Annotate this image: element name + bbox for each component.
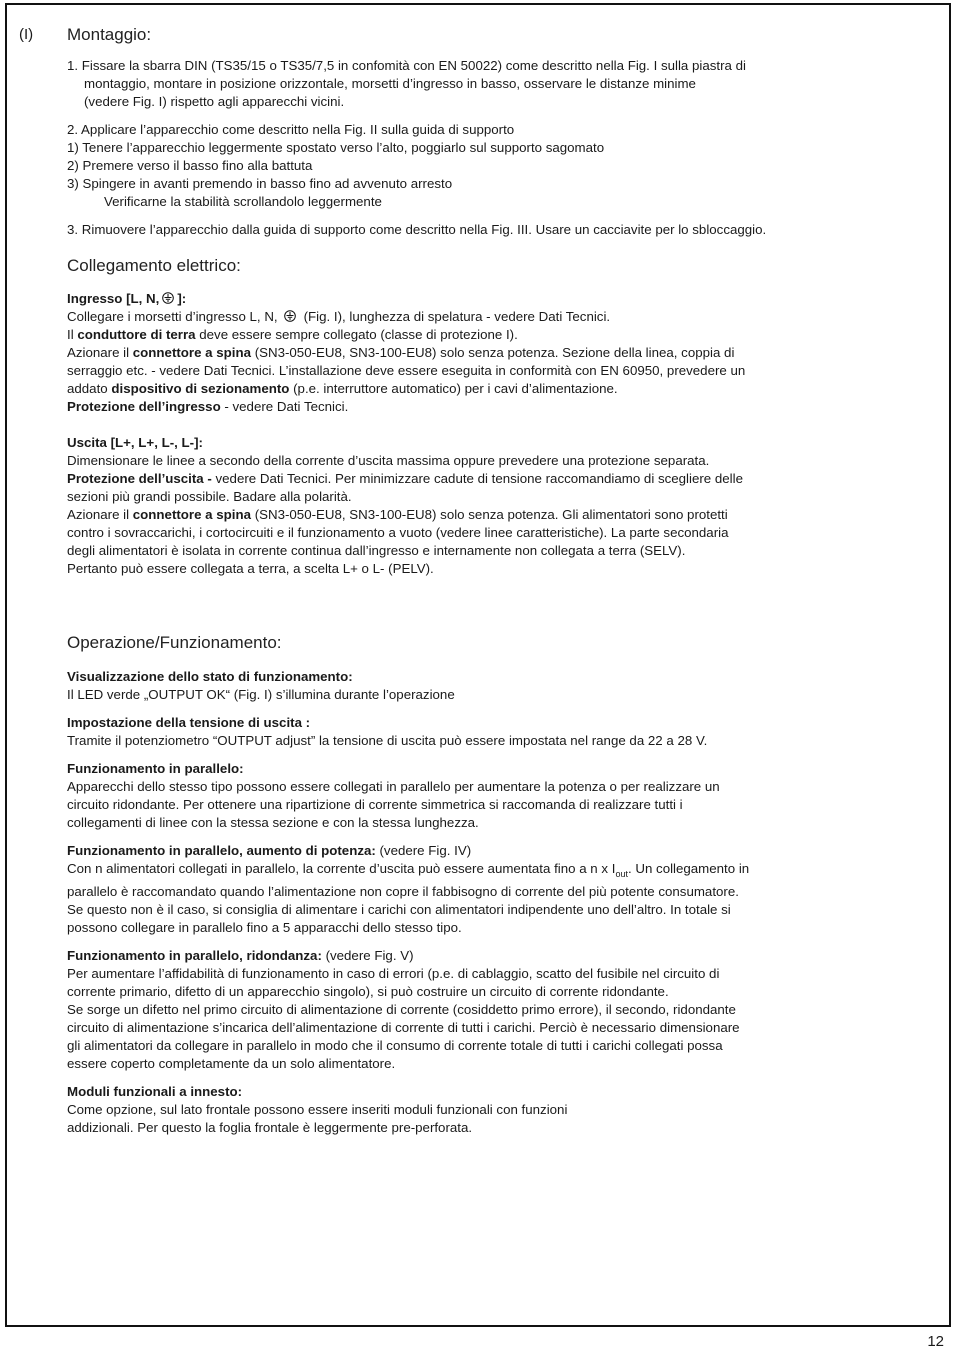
mod-title-text: Moduli funzionali a innesto: [67, 1084, 243, 1099]
pot-title-text: Funzionamento in parallelo, aumento di potenza: [67, 843, 376, 858]
rid-line-6: essere coperto completamente da un solo alimentatore. [67, 1056, 396, 1071]
text-run: (vedere Fig. IV) [375, 843, 472, 858]
mod-line-1: Come opzione, sul lato frontale possono essere inseriti moduli funzionali con funzioni [67, 1102, 568, 1117]
par-line-2: circuito ridondante. Per ottenere una ripartizione di corrente simmetrica si raccomanda di realizzare tutti i [67, 797, 683, 812]
text-run: . Un collegamento in [627, 861, 750, 876]
montaggio-item-1-cont: montaggio, montare in posizione orizzontale, morsetti d’ingresso in basso, osservare le distanze minime [84, 76, 696, 91]
rid-title-text: Funzionamento in parallelo, ridondanza: [67, 948, 322, 963]
imp-line-1: Tramite il potenziometro “OUTPUT adjust” la tensione di uscita può essere impostata nel range da 22 a 28 V. [67, 733, 708, 748]
mod-line-2: addizionali. Per questo la foglia frontale è leggermente pre-perforata. [67, 1120, 473, 1135]
montaggio-step-3-cont: Verificarne la stabilità scrollandolo leggermente [104, 194, 382, 209]
montaggio-item-1-cont: (vedere Fig. I) rispetto agli apparecchi vicini. [84, 94, 345, 109]
text-run: Il [67, 327, 78, 342]
text-run-bold: dispositivo di sezionamento [111, 381, 290, 396]
ingresso-line-6 [67, 398, 887, 416]
montaggio-step-1: 1) Tenere l’apparecchio leggermente spostato verso l’alto, poggiarlo sul supporto sagomato [67, 140, 605, 155]
montaggio-step-2: 2) Premere verso il basso fino alla battuta [67, 158, 313, 173]
text-run-bold: connettore a spina [132, 507, 251, 522]
uscita-line-2 [67, 470, 887, 488]
heading-montaggio: Montaggio: [67, 25, 152, 44]
par-line-1: Apparecchi dello stesso tipo possono essere collegati in parallelo per aumentare la potenza o per realizzare un [67, 779, 720, 794]
text-run-bold: connettore a spina [132, 345, 251, 360]
text-run: (SN3-050-EU8, SN3-100-EU8) solo senza potenza. Gli alimentatori sono protetti [251, 507, 728, 522]
ingresso-line-4: serraggio etc. - vedere Dati Tecnici. L’installazione deve essere eseguita in conformità con EN 60950, prevedere un [67, 363, 746, 378]
rid-line-2: corrente primario, difetto di un apparecchio singolo), si può costruire un circuito di corrente ridondante. [67, 984, 669, 999]
text-run: - vedere Dati Tecnici. [220, 399, 349, 414]
text-run: addato [67, 381, 112, 396]
par-line-3: collegamenti di linee con la stessa sezione e con la stessa lunghezza. [67, 815, 479, 830]
vis-title [67, 668, 887, 686]
ground-symbol-icon [162, 292, 174, 304]
ingresso-line-3 [67, 344, 887, 362]
rid-line-1: Per aumentare l’affidabilità di funzionamento in caso di errori (p.e. di cablaggio, scatto del fusibile nel circuito di [67, 966, 720, 981]
imp-title-text: Impostazione della tensione di uscita : [67, 715, 311, 730]
uscita-line-3: sezioni più grandi possibile. Badare alla polarità. [67, 489, 352, 504]
text-run: Azionare il [67, 507, 133, 522]
subscript-out: out [615, 869, 628, 879]
heading-operazione: Operazione/Funzionamento: [67, 633, 282, 652]
uscita-line-6: degli alimentatori è isolata in corrente continua dall’ingresso e internamente non collegata a terra (SELV). [67, 543, 686, 558]
ingresso-line-5 [67, 380, 887, 398]
text-run-bold: conduttore di terra [77, 327, 196, 342]
text-run: (SN3-050-EU8, SN3-100-EU8) solo senza potenza. Sezione della linea, coppia di [251, 345, 735, 360]
pot-line-3: Se questo non è il caso, si consiglia di alimentare i carichi con alimentatori indipendente uno dell’altro. In totale si [67, 902, 731, 917]
ingresso-title-end: ]: [177, 291, 187, 306]
pot-line-1 [67, 860, 887, 883]
ingresso-line-1 [67, 308, 887, 326]
uscita-title-text: Uscita [L+, L+, L-, L-]: [67, 435, 203, 450]
pot-title [67, 842, 887, 860]
rid-line-5: gli alimentatori da collegare in parallelo in modo che il consumo di corrente totale di tutti i carichi collegati possa [67, 1038, 723, 1053]
text-run-bold: Protezione dell’ingresso [67, 399, 221, 414]
text-run: Con n alimentatori collegati in parallelo, la corrente d’uscita può essere aumentata fino a n x I [67, 861, 616, 876]
montaggio-item-3: 3. Rimuovere l’apparecchio dalla guida di supporto come descritto nella Fig. III. Usare un cacciavite per lo sbloccaggio. [67, 222, 767, 237]
pot-line-4: possono collegare in parallelo fino a 5 apparacchi dello stesso tipo. [67, 920, 462, 935]
par-title-text: Funzionamento in parallelo: [67, 761, 244, 776]
text-run-bold: Protezione dell’uscita - [67, 471, 216, 486]
page-number: 12 [927, 1333, 944, 1350]
text-run: (vedere Fig. V) [321, 948, 414, 963]
ingresso-title-text: Ingresso [L, N, [67, 291, 160, 306]
mod-title [67, 1083, 887, 1101]
text-run: deve essere sempre collegato (classe di protezione I). [195, 327, 518, 342]
text-run: (p.e. interruttore automatico) per i cavi d’alimentazione. [289, 381, 618, 396]
uscita-line-7: Pertanto può essere collegata a terra, a scelta L+ o L- (PELV). [67, 561, 434, 576]
uscita-line-5: contro i sovraccarichi, i cortocircuiti e il funzionamento a vuoto (vedere linee caratteristiche). La parte secondaria [67, 525, 729, 540]
ground-symbol-icon [284, 310, 296, 322]
montaggio-item-1: 1. Fissare la sbarra DIN (TS35/15 o TS35/7,5 in confomità con EN 50022) come descritto nella Fig. I sulla piastra di [67, 58, 746, 73]
vis-line-1: Il LED verde „OUTPUT OK“ (Fig. I) s’illumina durante l’operazione [67, 687, 455, 702]
document-content [67, 25, 887, 1137]
ingresso-line-2 [67, 326, 887, 344]
vis-title-text: Visualizzazione dello stato di funzionamento: [67, 669, 353, 684]
rid-line-3: Se sorge un difetto nel primo circuito di alimentazione di corrente (cosiddetto primo errore), il secondo, ridondante [67, 1002, 736, 1017]
text-run: vedere Dati Tecnici. Per minimizzare cadute di tensione raccomandiamo di scegliere delle [215, 471, 743, 486]
rid-line-4: circuito di alimentazione s’incarica dell’alimentazione di corrente di tutti i carichi. Perciò è necessario dimensionare [67, 1020, 740, 1035]
montaggio-item-2: 2. Applicare l’apparecchio come descritto nella Fig. II sulla guida di supporto [67, 122, 515, 137]
text-run: Azionare il [67, 345, 133, 360]
ingresso-title [67, 290, 887, 308]
ingresso-line-1-a: Collegare i morsetti d’ingresso L, N, [67, 309, 278, 324]
ingresso-line-1-b: (Fig. I), lunghezza di spelatura - vedere Dati Tecnici. [303, 309, 611, 324]
uscita-line-4 [67, 506, 887, 524]
rid-title [67, 947, 887, 965]
montaggio-step-3: 3) Spingere in avanti premendo in basso fino ad avvenuto arresto [67, 176, 453, 191]
imp-title [67, 714, 887, 732]
pot-line-2: parallelo è raccomandato quando l’alimentazione non copre il fabbisogno di corrente del più potente consumatore. [67, 884, 739, 899]
uscita-line-1: Dimensionare le linee a secondo della corrente d’uscita massima oppure prevedere una protezione separata. [67, 453, 710, 468]
uscita-title [67, 434, 887, 452]
language-marker: (I) [19, 26, 34, 43]
par-title [67, 760, 887, 778]
heading-collegamento: Collegamento elettrico: [67, 256, 241, 275]
